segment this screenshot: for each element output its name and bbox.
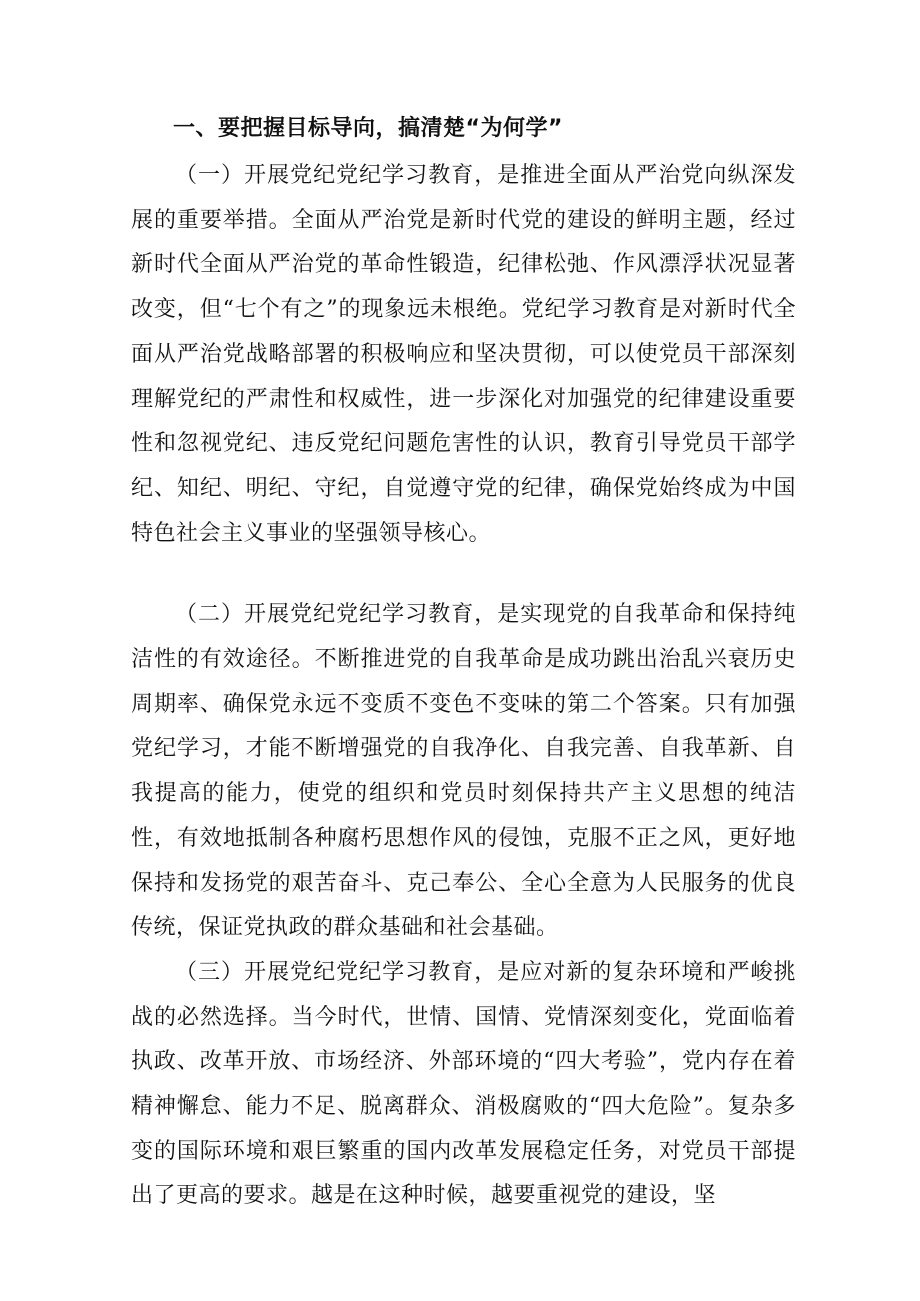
document-body (131, 108, 796, 1219)
paragraph-spacer (131, 556, 796, 593)
paragraph-1: （一）开展党纪党纪学习教育，是推进全面从严治党向纵深发展的重要举措。全面从严治党是新时代党的建设的鲜明主题，经过新时代全面从严治党的革命性锻造，纪律松弛、作风漂浮状况显著改变，但“七个有之”的现象远未根绝。党纪学习教育是对新时代全面从严治党战略部署的积极响应和坚决贯彻，可以使党员干部深刻理解党纪的严肃性和权威性，进一步深化对加强党的纪律建设重要性和忽视党纪、违反党纪问题危害性的认识，教育引导党员干部学纪、知纪、明纪、守纪，自觉遵守党的纪律，确保党始终成为中国特色社会主义事业的坚强领导核心。 (131, 163, 796, 546)
section-heading: 一、要把握目标导向，搞清楚“为何学” (173, 116, 563, 141)
paragraph-2: （二）开展党纪党纪学习教育，是实现党的自我革命和保持纯洁性的有效途径。不断推进党的自我革命是成功跳出治乱兴衰历史周期率、确保党永远不变质不变色不变味的第二个答案。只有加强党纪学习，才能不断增强党的自我净化、自我完善、自我革新、自我提高的能力，使党的组织和党员时刻保持共产主义思想的纯洁性，有效地抵制各种腐朽思想作风的侵蚀，克服不正之风，更好地保持和发扬党的艰苦奋斗、克己奉公、全心全意为人民服务的优良传统，保证党执政的群众基础和社会基础。 (131, 602, 796, 941)
paragraph-3: （三）开展党纪党纪学习教育，是应对新的复杂环境和严峻挑战的必然选择。当今时代，世情、国情、党情深刻变化，党面临着执政、改革开放、市场经济、外部环境的“四大考验”，党内存在着精神懈怠、能力不足、脱离群众、消极腐败的“四大危险”。复杂多变的国际环境和艰巨繁重的国内改革发展稳定任务，对党员干部提出了更高的要求。越是在这种时候，越要重视党的建设，坚 (131, 959, 796, 1209)
